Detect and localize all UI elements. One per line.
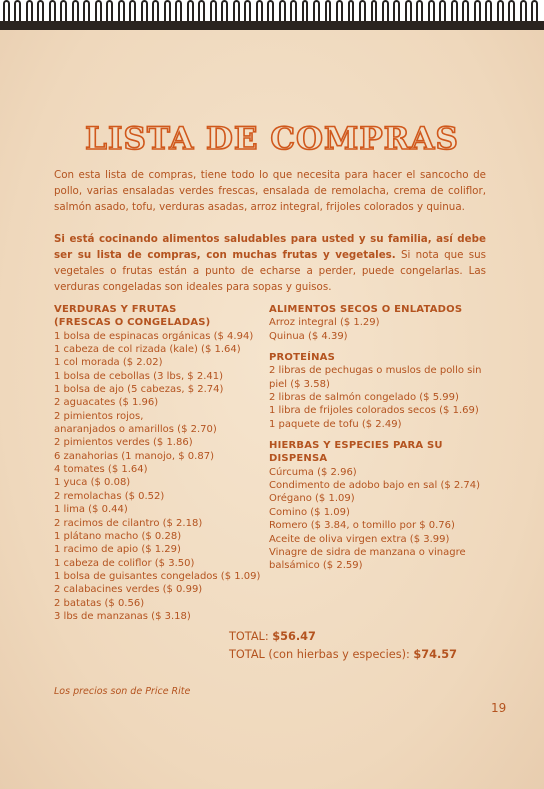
produce-item: 2 aguacates ($ 1.96) [54,397,159,409]
dry-goods-item: Arroz integral ($ 1.29) [269,317,380,329]
binding-ring [37,0,44,22]
binding-ring [313,0,320,22]
produce-item: 1 racimo de apio ($ 1.29) [54,544,181,556]
produce-item: 3 lbs de manzanas ($ 3.18) [54,610,191,622]
herb-item: Aceite de oliva virgen extra ($ 3.99) [269,533,450,545]
tip-bold-text: Si está cocinando alimentos saludables para usted y su familia, así debe ser su lista de compras, con muchas frutas y vegetales. [54,233,486,261]
binding-ring [210,0,217,22]
produce-item: 1 bolsa de espinacas orgánicas ($ 4.94) [54,330,254,342]
herb-item: Orégano ($ 1.09) [269,493,355,505]
binding-ring [405,0,412,22]
binding-ring [83,0,90,22]
binding-ring [520,0,527,22]
binding-ring [508,0,515,22]
produce-item: 1 bolsa de cebollas (3 lbs, $ 2.41) [54,370,224,382]
produce-header: VERDURAS Y FRUTAS [54,304,177,315]
spiral-binding [0,0,544,30]
produce-item: 1 bolsa de guisantes congelados ($ 1.09) [54,570,261,582]
binding-ring [348,0,355,22]
total-label: TOTAL: [229,630,273,643]
produce-item: anaranjados o amarillos ($ 2.70) [54,424,217,436]
produce-item: 1 bolsa de ajo (5 cabezas, $ 2.74) [54,384,224,396]
binding-ring [279,0,286,22]
binding-ring [187,0,194,22]
produce-list [54,330,269,624]
total-with-herbs-value: $74.57 [413,648,457,661]
produce-item: 2 calabacines verdes ($ 0.99) [54,584,203,596]
binding-ring [244,0,251,22]
total-value: $56.47 [272,630,316,643]
produce-item: 4 tomates ($ 1.64) [54,464,148,476]
binding-ring [382,0,389,22]
produce-column [54,303,269,623]
produce-subheader: (FRESCAS O CONGELADAS) [54,317,211,329]
binding-ring [221,0,228,22]
binding-ring [164,0,171,22]
total-with-herbs-line [229,646,457,664]
binding-ring [198,0,205,22]
produce-item: 1 cabeza de coliflor ($ 3.50) [54,557,195,569]
total-with-herbs-label: TOTAL (con hierbas y especies): [229,648,414,661]
binding-ring [118,0,125,22]
totals-block [229,628,457,664]
binding-ring [141,0,148,22]
binding-ring [233,0,240,22]
binding-bar [0,21,544,30]
binding-ring [393,0,400,22]
produce-item: 2 batatas ($ 0.56) [54,597,145,609]
herb-item: balsámico ($ 2.59) [269,560,363,572]
protein-item: 1 paquete de tofu ($ 2.49) [269,418,402,430]
binding-ring [359,0,366,22]
binding-ring [485,0,492,22]
produce-item: 1 yuca ($ 0.08) [54,477,131,489]
dry-goods-header: ALIMENTOS SECOS O ENLATADOS [269,304,463,315]
produce-item: 2 racimos de cilantro ($ 2.18) [54,517,203,529]
binding-ring [371,0,378,22]
binding-ring [72,0,79,22]
binding-ring [14,0,21,22]
binding-ring [95,0,102,22]
produce-item: 1 cabeza de col rizada (kale) ($ 1.64) [54,344,241,356]
protein-item: piel ($ 3.58) [269,378,330,390]
tip-paragraph [54,231,486,295]
binding-ring [531,0,538,22]
binding-ring [474,0,481,22]
page-title: LISTA DE COMPRAS [85,121,459,157]
price-source-note: Los precios son de Price Rite [54,686,191,697]
binding-ring [175,0,182,22]
binding-ring [325,0,332,22]
binding-ring [290,0,297,22]
herb-item: Cúrcuma ($ 2.96) [269,466,357,478]
produce-item: 6 zanahorias (1 manojo, $ 0.87) [54,450,214,462]
binding-ring [462,0,469,22]
binding-ring [439,0,446,22]
produce-item: 1 plátano macho ($ 0.28) [54,530,182,542]
binding-ring [416,0,423,22]
dry-goods-list [269,316,484,343]
protein-item: 2 libras de salmón congelado ($ 5.99) [269,392,459,404]
herbs-list [269,466,484,573]
herb-item: Comino ($ 1.09) [269,506,350,518]
binding-ring [336,0,343,22]
pantry-column [269,303,484,573]
proteins-header: PROTEÍNAS [269,352,336,364]
proteins-list [269,364,484,431]
produce-item: 1 lima ($ 0.44) [54,504,128,516]
intro-paragraph: Con esta lista de compras, tiene todo lo que necesita para hacer el sancocho de pollo, varias ensaladas verdes frescas, ensalada de remolacha, crema de coliflor, salmón asado, tofu, verduras asadas, arroz integral, frijoles colorados y quinua. [54,169,486,213]
binding-ring [256,0,263,22]
protein-item: 2 libras de pechugas o muslos de pollo sin [269,365,482,377]
herb-item: Condimento de adobo bajo en sal ($ 2.74) [269,480,481,492]
binding-ring [497,0,504,22]
herb-item: Vinagre de sidra de manzana o vinagre [269,546,466,558]
binding-ring [3,0,10,22]
herbs-header: HIERBAS Y ESPECIES PARA SU DISPENSA [269,440,443,465]
produce-item: 1 col morada ($ 2.02) [54,357,163,369]
binding-ring [129,0,136,22]
herb-item: Romero ($ 3.84, o tomillo por $ 0.76) [269,520,455,532]
page-number: 19 [491,701,507,715]
total-line [229,628,457,646]
produce-item: 2 pimientos rojos, [54,410,144,422]
binding-ring [26,0,33,22]
binding-ring [302,0,309,22]
tip-rest-text: Si nota que sus vegetales o frutas están a punto de echarse a perder, puede congelarlas. Las verduras congeladas son ideales para sopas y guisos. [54,249,486,293]
dry-goods-item: Quinua ($ 4.39) [269,330,348,342]
produce-item: 2 pimientos verdes ($ 1.86) [54,437,193,449]
binding-ring [60,0,67,22]
protein-item: 1 libra de frijoles colorados secos ($ 1.69) [269,405,479,417]
binding-ring [451,0,458,22]
produce-item: 2 remolachas ($ 0.52) [54,490,165,502]
binding-ring [49,0,56,22]
binding-ring [152,0,159,22]
binding-ring [428,0,435,22]
binding-ring [267,0,274,22]
binding-ring [106,0,113,22]
